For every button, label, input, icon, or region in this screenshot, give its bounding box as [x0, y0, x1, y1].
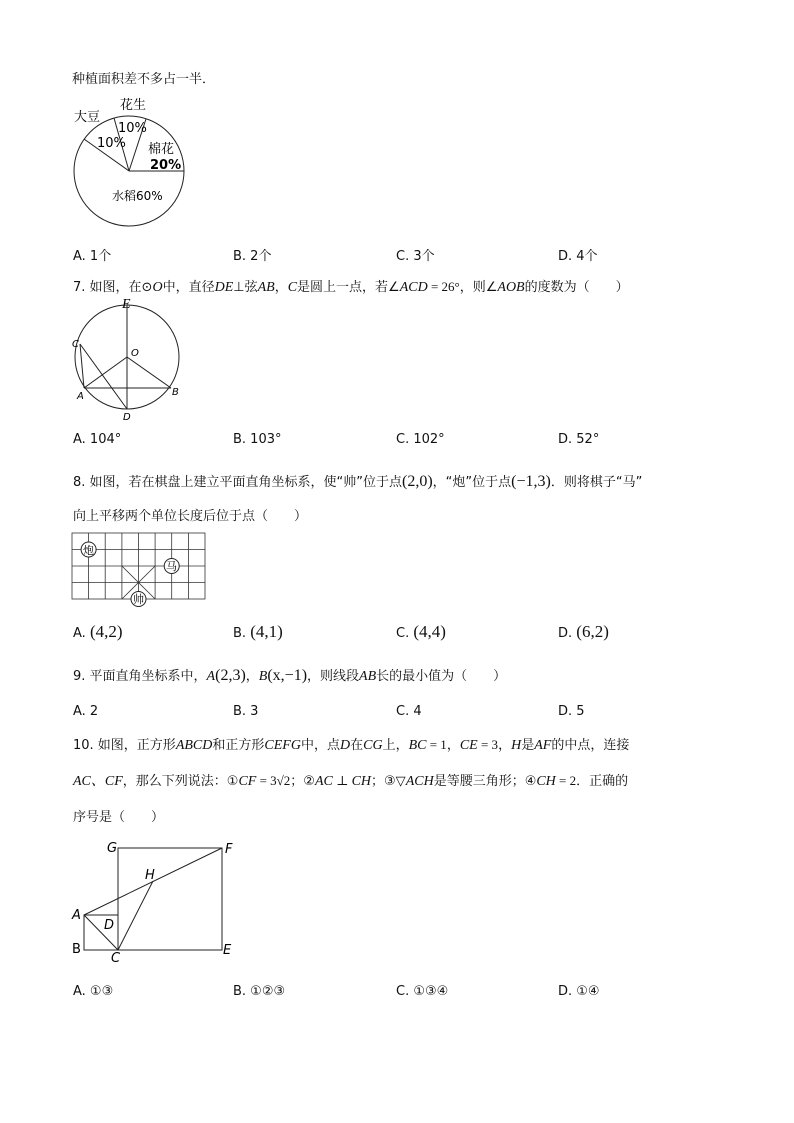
- q8-stem-line2: 向上平移两个单位长度后位于点（ ）: [73, 509, 308, 524]
- q9-option-a[interactable]: A. 2: [73, 704, 99, 719]
- q10-squares-figure: [68, 838, 248, 968]
- q10-label-C: C: [111, 951, 121, 966]
- q8-option-a[interactable]: A. (4,2): [73, 622, 123, 641]
- q10-option-d[interactable]: D. ①④: [558, 984, 600, 999]
- pie-pct-huasheng: 10%: [118, 121, 147, 136]
- pie-chart: [70, 95, 190, 235]
- q10-stem-line3: 序号是（ ）: [73, 810, 165, 825]
- q7-option-a[interactable]: A. 104°: [73, 432, 122, 447]
- q7-option-b[interactable]: B. 103°: [233, 432, 282, 447]
- q9-option-b[interactable]: B. 3: [233, 704, 259, 719]
- q10-label-A: A: [72, 908, 81, 923]
- q7-label-B: B: [172, 387, 179, 398]
- piece-ma: 马: [166, 560, 177, 573]
- q10-label-E: E: [223, 943, 232, 958]
- pie-label-mianhua: 棉花: [148, 142, 175, 157]
- q10-label-F: F: [225, 842, 233, 857]
- q8-option-b[interactable]: B. (4,1): [233, 622, 283, 641]
- q7-label-E: E: [122, 297, 131, 312]
- pie-label-shuidao: 水稻60%: [112, 189, 163, 203]
- q6-option-d[interactable]: D. 4个: [558, 249, 598, 264]
- q8-option-c[interactable]: C. (4,4): [396, 622, 446, 641]
- piece-pao: 炮: [83, 544, 94, 557]
- piece-shuai: 帅: [133, 593, 144, 606]
- q6-option-b[interactable]: B. 2个: [233, 249, 272, 264]
- q7-option-c[interactable]: C. 102°: [396, 432, 445, 447]
- q9-option-d[interactable]: D. 5: [558, 704, 585, 719]
- q8-stem-line1: 8. 如图，若在棋盘上建立平面直角坐标系，使“帅”位于点(2,0)，“炮”位于点(−1,3)．则将棋子“马”: [73, 473, 643, 490]
- q7-label-D: D: [123, 412, 131, 423]
- intro-line: 种植面积差不多占一半．: [72, 72, 216, 87]
- chessboard-figure: [72, 533, 212, 608]
- q10-label-H: H: [145, 868, 155, 883]
- q7-label-C: C: [72, 339, 79, 350]
- q10-stem-line2: AC、CF，那么下列说法：①CF = 3√2；②AC ⊥ CH；③▽ACH是等腰三角形；④CH = 2．正确的: [73, 773, 629, 789]
- q10-option-c[interactable]: C. ①③④: [396, 984, 449, 999]
- q9-option-c[interactable]: C. 4: [396, 704, 422, 719]
- pie-pct-mianhua: 20%: [150, 158, 182, 173]
- q7-label-O: O: [131, 348, 139, 359]
- q8-option-d[interactable]: D. (6,2): [558, 622, 609, 641]
- q10-label-G: G: [107, 841, 118, 856]
- q10-label-B: B: [72, 942, 81, 957]
- pie-label-huasheng: 花生: [120, 98, 147, 113]
- q7-stem: 7. 如图，在⊙O中，直径DE⊥弦AB，C是圆上一点，若∠ACD = 26°，则∠AOB的度数为（ ）: [73, 279, 629, 295]
- pie-pct-dadou: 10%: [97, 136, 126, 151]
- q10-option-a[interactable]: A. ①③: [73, 984, 114, 999]
- q10-label-D: D: [104, 918, 115, 933]
- q7-circle-figure: [70, 298, 200, 428]
- q10-stem-line1: 10. 如图，正方形ABCD和正方形CEFG中，点D在CG上，BC = 1，CE = 3，H是AF的中点，连接: [73, 737, 630, 753]
- q9-stem: 9. 平面直角坐标系中，A(2,3)，B(x,−1)，则线段AB长的最小值为（ ）: [73, 667, 507, 684]
- pie-label-dadou: 大豆: [74, 110, 101, 125]
- q6-option-a[interactable]: A. 1个: [73, 249, 112, 264]
- q7-label-A: A: [77, 391, 84, 402]
- q6-option-c[interactable]: C. 3个: [396, 249, 435, 264]
- q10-option-b[interactable]: B. ①②③: [233, 984, 286, 999]
- q7-option-d[interactable]: D. 52°: [558, 432, 600, 447]
